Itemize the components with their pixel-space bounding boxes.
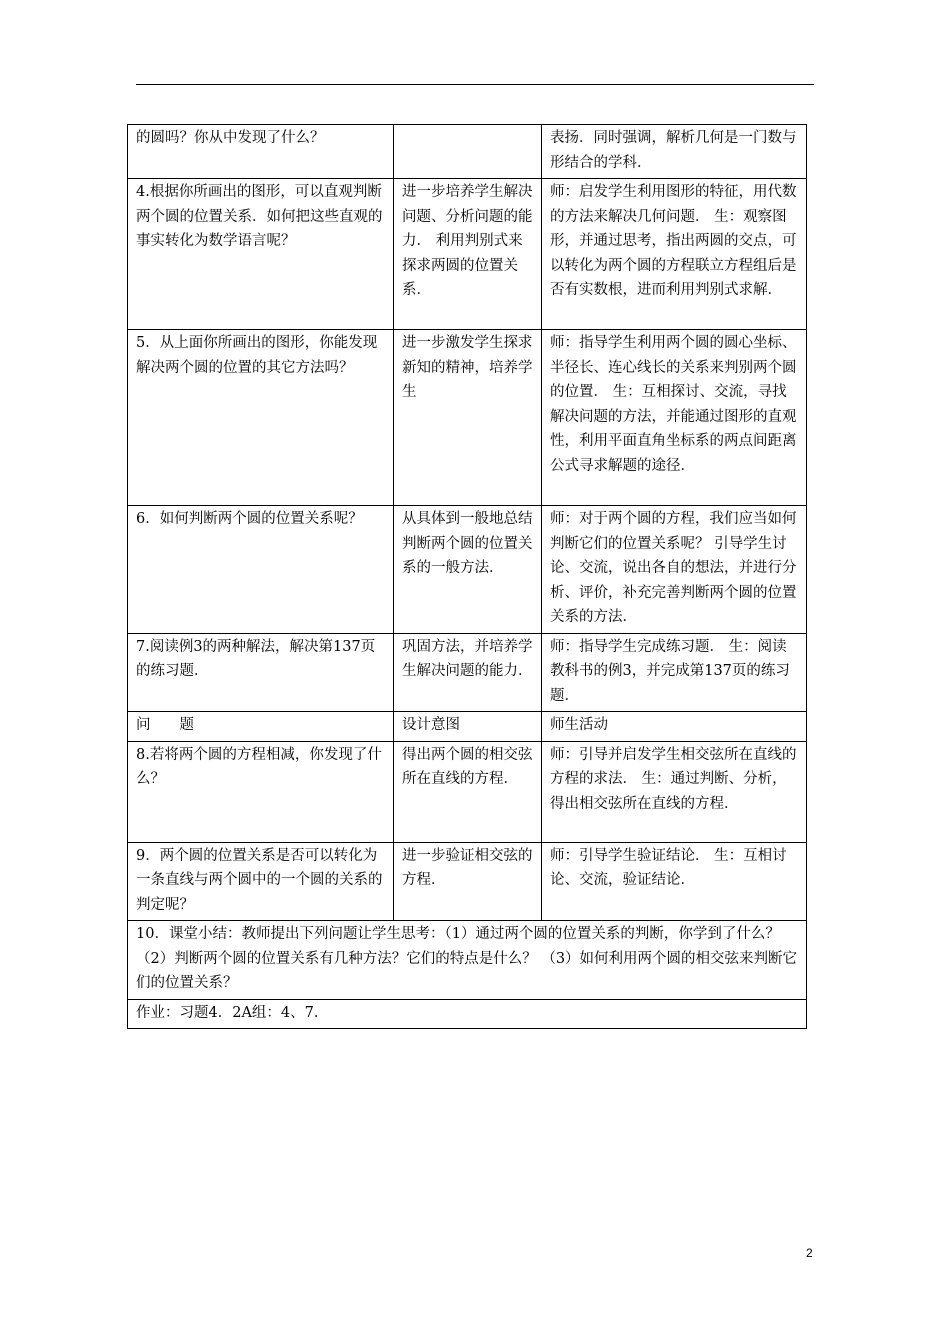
problem-cell: 6．如何判断两个圆的位置关系呢？ [128, 506, 394, 634]
header-intent: 设计意图 [394, 712, 542, 742]
activity-cell: 师：启发学生利用图形的特征，用代数的方法来解决几何问题． 生：观察图形，并通过思考，指出两圆的交点，可以转化为两个圆的方程联立方程组后是否有实数根，进而利用判别式求解． [542, 179, 807, 330]
problem-cell: 的圆吗？你从中发现了什么？ [128, 125, 394, 179]
intent-cell: 得出两个圆的相交弦所在直线的方程． [394, 741, 542, 842]
intent-cell: 进一步培养学生解决问题、分析问题的能力． 利用判别式来探求两圆的位置关系． [394, 179, 542, 330]
problem-cell: 8.若将两个圆的方程相减，你发现了什么？ [128, 741, 394, 842]
table-row [128, 506, 807, 634]
header-rule [136, 84, 814, 85]
homework-cell: 作业：习题4．2A组：4、7． [128, 999, 807, 1029]
intent-cell: 进一步激发学生探求新知的精神，培养学生 [394, 330, 542, 506]
header-activity: 师生活动 [542, 712, 807, 742]
summary-cell: 10．课堂小结：教师提出下列问题让学生思考：（1）通过两个圆的位置关系的判断，你学到了什么？ （2）判断两个圆的位置关系有几种方法？它们的特点是什么？ （3）如何利用两个圆的相交弦来判断它们的位置关系？ [128, 921, 807, 1000]
table-row [128, 330, 807, 506]
table-row [128, 633, 807, 712]
activity-cell: 师：指导学生利用两个圆的圆心坐标、半径长、连心线长的关系来判别两个圆的位置． 生：互相探讨、交流，寻找解决问题的方法，并能通过图形的直观性，利用平面直角坐标系的两点间距离公式寻求解题的途径． [542, 330, 807, 506]
activity-cell: 师：指导学生完成练习题． 生：阅读教科书的例3，并完成第137页的练习题． [542, 633, 807, 712]
table-header-row [128, 712, 807, 742]
problem-cell: 7.阅读例3的两种解法，解决第137页的练习题． [128, 633, 394, 712]
lesson-table [127, 124, 807, 1029]
intent-cell: 从具体到一般地总结判断两个圆的位置关系的一般方法． [394, 506, 542, 634]
table-row [128, 741, 807, 842]
homework-row [128, 999, 807, 1029]
table-row [128, 179, 807, 330]
activity-cell: 师：对于两个圆的方程，我们应当如何判断它们的位置关系呢？ 引导学生讨论、交流，说出各自的想法，并进行分析、评价，补充完善判断两个圆的位置关系的方法． [542, 506, 807, 634]
activity-cell: 表扬．同时强调，解析几何是一门数与形结合的学科． [542, 125, 807, 179]
intent-cell: 进一步验证相交弦的方程． [394, 842, 542, 921]
intent-cell: 巩固方法，并培养学生解决问题的能力． [394, 633, 542, 712]
table-row [128, 842, 807, 921]
header-problem: 问 题 [128, 712, 394, 742]
page-number: 2 [806, 1246, 813, 1260]
intent-cell [394, 125, 542, 179]
activity-cell: 师：引导并启发学生相交弦所在直线的方程的求法． 生：通过判断、分析，得出相交弦所在直线的方程． [542, 741, 807, 842]
table-row [128, 125, 807, 179]
problem-cell: 5．从上面你所画出的图形，你能发现解决两个圆的位置的其它方法吗？ [128, 330, 394, 506]
activity-cell: 师：引导学生验证结论． 生：互相讨论、交流，验证结论． [542, 842, 807, 921]
problem-cell: 9．两个圆的位置关系是否可以转化为一条直线与两个圆中的一个圆的关系的判定呢？ [128, 842, 394, 921]
problem-cell: 4.根据你所画出的图形，可以直观判断两个圆的位置关系．如何把这些直观的事实转化为数学语言呢？ [128, 179, 394, 330]
summary-row [128, 921, 807, 1000]
